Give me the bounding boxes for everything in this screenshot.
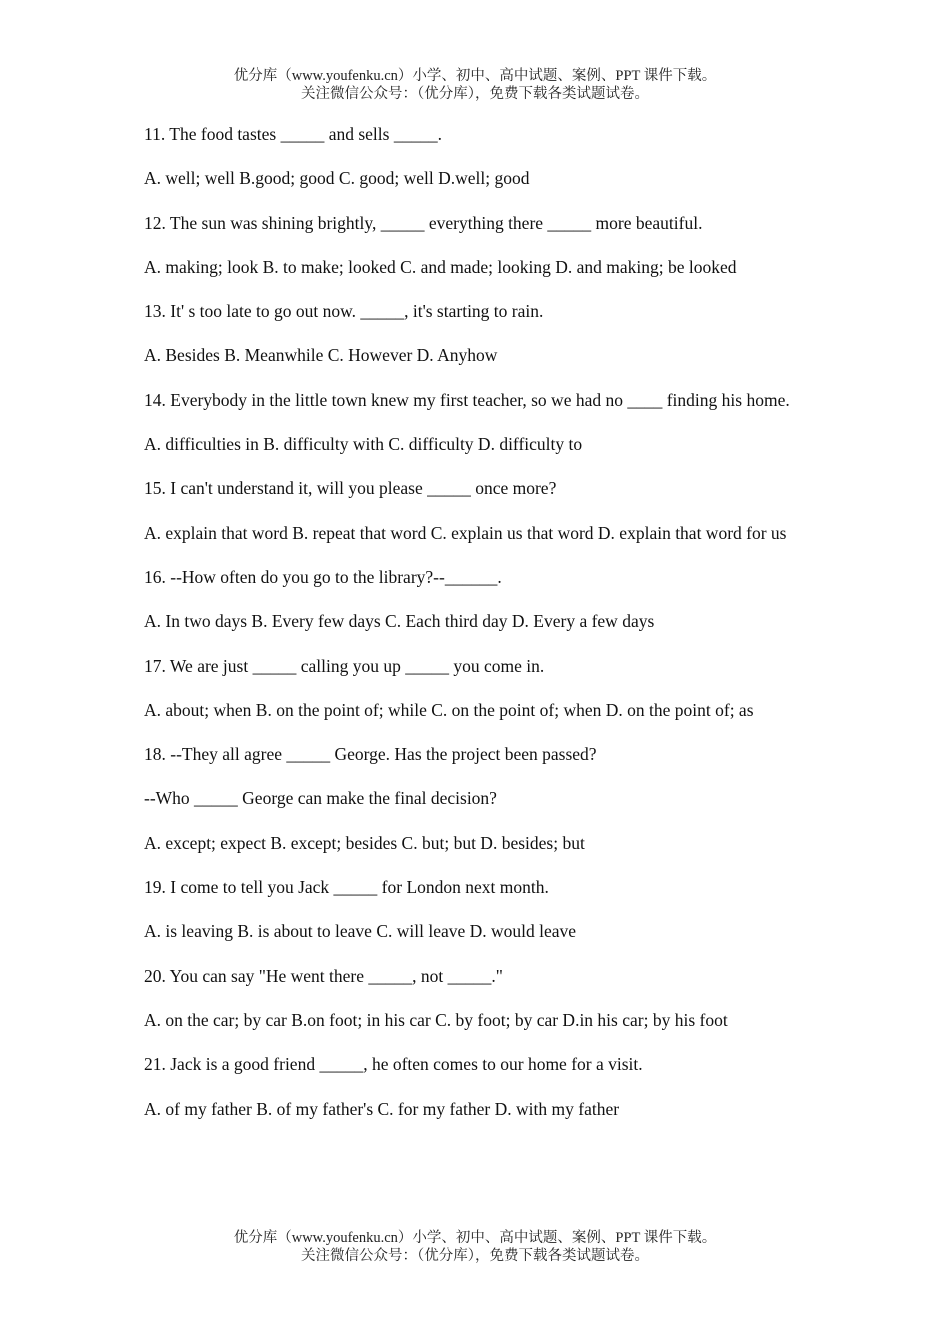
question-11: 11. The food tastes _____ and sells _____. [144, 124, 442, 144]
footer-line-1: 优分库（www.youfenku.cn）小学、初中、高中试题、案例、PPT 课件下载。 [233, 1230, 717, 1246]
question-17: 17. We are just _____ calling you up _____ you come in. [144, 655, 545, 676]
question-13: 13. It' s too late to go out now. _____, it's starting to rain. [144, 301, 544, 322]
options-12: A. making; look B. to make; looked C. and made; looking D. and making; be looked [144, 256, 737, 277]
options-19: A. is leaving B. is about to leave C. will leave D. would leave [144, 921, 577, 942]
header-line-1: 优分库（www.youfenku.cn）小学、初中、高中试题、案例、PPT 课件下载。 [233, 68, 717, 84]
page-header [0, 67, 950, 103]
question-18: 18. --They all agree _____ George. Has the project been passed? [144, 744, 597, 765]
options-18: A. except; expect B. except; besides C. but; but D. besides; but [144, 832, 585, 853]
options-11: A. well; well B.good; good C. good; well D.well; good [144, 168, 530, 189]
options-20: A. on the car; by car B.on foot; in his car C. by foot; by car D.in his car; by his foot [144, 1009, 728, 1030]
question-14: 14. Everybody in the little town knew my first teacher, so we had no ____ finding his home. [144, 389, 790, 410]
options-15: A. explain that word B. repeat that word C. explain us that word D. explain that word for us [144, 522, 787, 543]
question-20: 20. You can say "He went there _____, not _____." [144, 965, 503, 986]
header-line-2: 关注微信公众号：（优分库），免费下载各类试题试卷。 [301, 86, 649, 102]
exercise-content [144, 118, 810, 1137]
options-14: A. difficulties in B. difficulty with C. difficulty D. difficulty to [144, 434, 583, 455]
question-16: 16. --How often do you go to the library?--______. [144, 566, 502, 587]
question-18-reply: --Who _____ George can make the final decision? [144, 788, 497, 809]
options-21: A. of my father B. of my father's C. for my father D. with my father [144, 1098, 620, 1119]
footer-line-2: 关注微信公众号：（优分库），免费下载各类试题试卷。 [301, 1248, 649, 1264]
page-footer [0, 1229, 950, 1265]
question-15: 15. I can't understand it, will you please _____ once more? [144, 478, 557, 499]
options-16: A. In two days B. Every few days C. Each third day D. Every a few days [144, 611, 655, 632]
options-13: A. Besides B. Meanwhile C. However D. Anyhow [144, 345, 498, 366]
question-21: 21. Jack is a good friend _____, he often comes to our home for a visit. [144, 1054, 643, 1075]
question-19: 19. I come to tell you Jack _____ for London next month. [144, 877, 549, 898]
question-12: 12. The sun was shining brightly, _____ everything there _____ more beautiful. [144, 212, 703, 233]
options-17: A. about; when B. on the point of; while C. on the point of; when D. on the point of; as [144, 699, 754, 720]
